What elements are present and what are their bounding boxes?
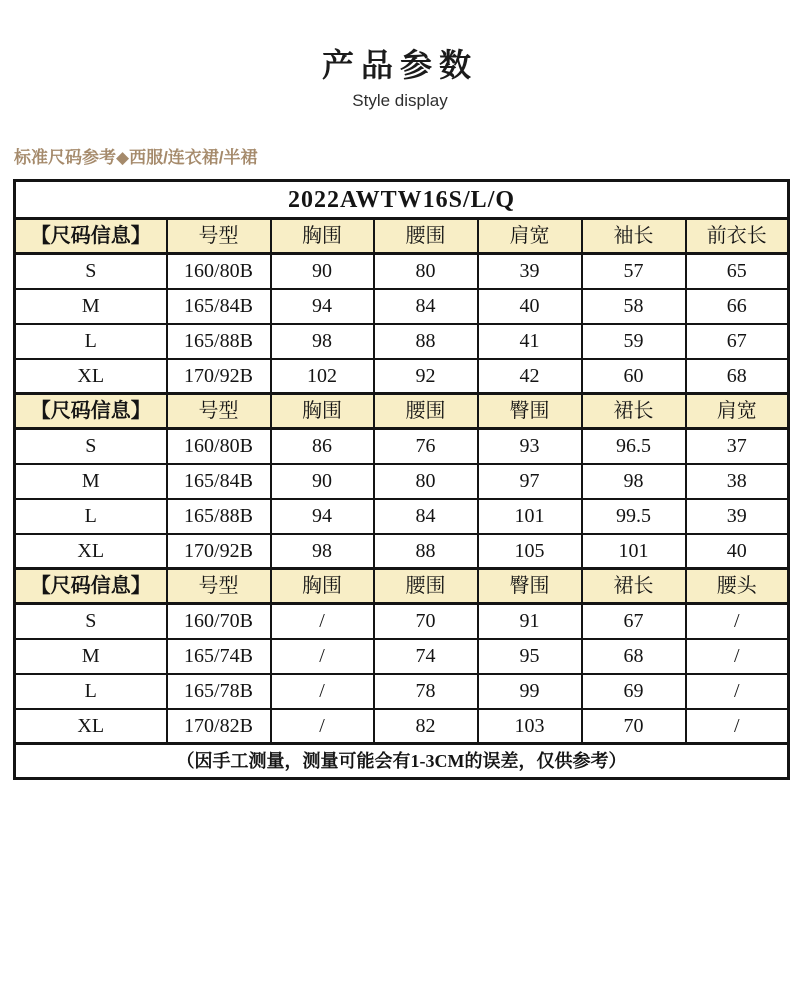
- size-label-cell: L: [15, 324, 167, 359]
- value-cell: 99: [478, 674, 582, 709]
- value-cell: 37: [686, 429, 789, 464]
- value-cell: 101: [478, 499, 582, 534]
- size-label-cell: S: [15, 429, 167, 464]
- value-cell: /: [686, 709, 789, 744]
- value-cell: 57: [582, 254, 686, 289]
- value-cell: 90: [271, 254, 374, 289]
- value-cell: /: [686, 674, 789, 709]
- table-row: [15, 359, 789, 394]
- header-cell: 胸围: [271, 219, 374, 254]
- table-row: [15, 324, 789, 359]
- value-cell: 68: [686, 359, 789, 394]
- header-cell: 号型: [167, 569, 271, 604]
- value-cell: /: [271, 639, 374, 674]
- value-cell: 40: [686, 534, 789, 569]
- value-cell: 102: [271, 359, 374, 394]
- footnote-row: [15, 744, 789, 779]
- measurement-footnote: （因手工测量，测量可能会有1-3CM的误差，仅供参考）: [15, 744, 789, 779]
- header-cell: 前衣长: [686, 219, 789, 254]
- value-cell: 80: [374, 254, 478, 289]
- product-parameters-page: [0, 40, 800, 780]
- value-cell: /: [271, 709, 374, 744]
- value-cell: 95: [478, 639, 582, 674]
- value-cell: 165/84B: [167, 464, 271, 499]
- value-cell: 70: [374, 604, 478, 639]
- header-cell: 【尺码信息】: [15, 394, 167, 429]
- value-cell: 60: [582, 359, 686, 394]
- header-cell: 号型: [167, 219, 271, 254]
- value-cell: 91: [478, 604, 582, 639]
- value-cell: 170/82B: [167, 709, 271, 744]
- value-cell: 40: [478, 289, 582, 324]
- size-label-cell: S: [15, 254, 167, 289]
- size-label-cell: S: [15, 604, 167, 639]
- table-row: [15, 254, 789, 289]
- value-cell: 94: [271, 289, 374, 324]
- value-cell: 38: [686, 464, 789, 499]
- header-cell: 臀围: [478, 569, 582, 604]
- value-cell: 170/92B: [167, 359, 271, 394]
- value-cell: 165/78B: [167, 674, 271, 709]
- table-row: [15, 639, 789, 674]
- header-cell: 胸围: [271, 569, 374, 604]
- header-cell: 【尺码信息】: [15, 219, 167, 254]
- header-cell: 裙长: [582, 394, 686, 429]
- value-cell: 170/92B: [167, 534, 271, 569]
- size-label-cell: L: [15, 499, 167, 534]
- value-cell: 103: [478, 709, 582, 744]
- table-row: [15, 709, 789, 744]
- header-cell: 裙长: [582, 569, 686, 604]
- value-cell: 97: [478, 464, 582, 499]
- size-label-cell: XL: [15, 534, 167, 569]
- value-cell: 93: [478, 429, 582, 464]
- value-cell: /: [271, 604, 374, 639]
- section-header-row: [15, 394, 789, 429]
- size-label-cell: XL: [15, 709, 167, 744]
- header-cell: 臀围: [478, 394, 582, 429]
- value-cell: 98: [271, 534, 374, 569]
- value-cell: 70: [582, 709, 686, 744]
- size-label-cell: L: [15, 674, 167, 709]
- value-cell: 68: [582, 639, 686, 674]
- size-reference-note: 标准尺码参考◆西服/连衣裙/半裙: [14, 148, 258, 167]
- value-cell: /: [271, 674, 374, 709]
- size-label-cell: XL: [15, 359, 167, 394]
- header-cell: 肩宽: [478, 219, 582, 254]
- model-code: 2022AWTW16S/L/Q: [15, 181, 789, 219]
- header-cell: 号型: [167, 394, 271, 429]
- value-cell: 67: [686, 324, 789, 359]
- value-cell: 88: [374, 324, 478, 359]
- value-cell: 94: [271, 499, 374, 534]
- size-chart-table: [13, 179, 790, 780]
- value-cell: 41: [478, 324, 582, 359]
- value-cell: 96.5: [582, 429, 686, 464]
- size-chart-body: [15, 181, 789, 779]
- value-cell: 160/80B: [167, 254, 271, 289]
- table-row: [15, 674, 789, 709]
- header-cell: 腰围: [374, 219, 478, 254]
- value-cell: 69: [582, 674, 686, 709]
- header-cell: 腰头: [686, 569, 789, 604]
- page-subtitle: Style display: [352, 91, 448, 110]
- value-cell: 58: [582, 289, 686, 324]
- value-cell: 98: [271, 324, 374, 359]
- value-cell: 99.5: [582, 499, 686, 534]
- value-cell: 59: [582, 324, 686, 359]
- value-cell: 74: [374, 639, 478, 674]
- table-row: [15, 534, 789, 569]
- header-cell: 腰围: [374, 569, 478, 604]
- value-cell: 80: [374, 464, 478, 499]
- size-label-cell: M: [15, 639, 167, 674]
- value-cell: 165/74B: [167, 639, 271, 674]
- section-header-row: [15, 569, 789, 604]
- value-cell: 42: [478, 359, 582, 394]
- size-label-cell: M: [15, 289, 167, 324]
- value-cell: 92: [374, 359, 478, 394]
- value-cell: 86: [271, 429, 374, 464]
- value-cell: 84: [374, 499, 478, 534]
- value-cell: 90: [271, 464, 374, 499]
- value-cell: 76: [374, 429, 478, 464]
- header-cell: 肩宽: [686, 394, 789, 429]
- value-cell: 67: [582, 604, 686, 639]
- value-cell: 78: [374, 674, 478, 709]
- table-row: [15, 499, 789, 534]
- page-title: 产品参数: [321, 47, 478, 83]
- value-cell: 160/70B: [167, 604, 271, 639]
- value-cell: 98: [582, 464, 686, 499]
- value-cell: 84: [374, 289, 478, 324]
- value-cell: 105: [478, 534, 582, 569]
- value-cell: 39: [478, 254, 582, 289]
- value-cell: 66: [686, 289, 789, 324]
- table-row: [15, 464, 789, 499]
- model-code-row: [15, 181, 789, 219]
- value-cell: 160/80B: [167, 429, 271, 464]
- header-cell: 胸围: [271, 394, 374, 429]
- header-cell: 【尺码信息】: [15, 569, 167, 604]
- value-cell: 165/84B: [167, 289, 271, 324]
- value-cell: 165/88B: [167, 499, 271, 534]
- value-cell: /: [686, 604, 789, 639]
- size-label-cell: M: [15, 464, 167, 499]
- value-cell: 65: [686, 254, 789, 289]
- value-cell: 165/88B: [167, 324, 271, 359]
- value-cell: /: [686, 639, 789, 674]
- value-cell: 82: [374, 709, 478, 744]
- table-row: [15, 604, 789, 639]
- header-cell: 腰围: [374, 394, 478, 429]
- table-row: [15, 289, 789, 324]
- table-row: [15, 429, 789, 464]
- value-cell: 39: [686, 499, 789, 534]
- header-cell: 袖长: [582, 219, 686, 254]
- section-header-row: [15, 219, 789, 254]
- value-cell: 101: [582, 534, 686, 569]
- value-cell: 88: [374, 534, 478, 569]
